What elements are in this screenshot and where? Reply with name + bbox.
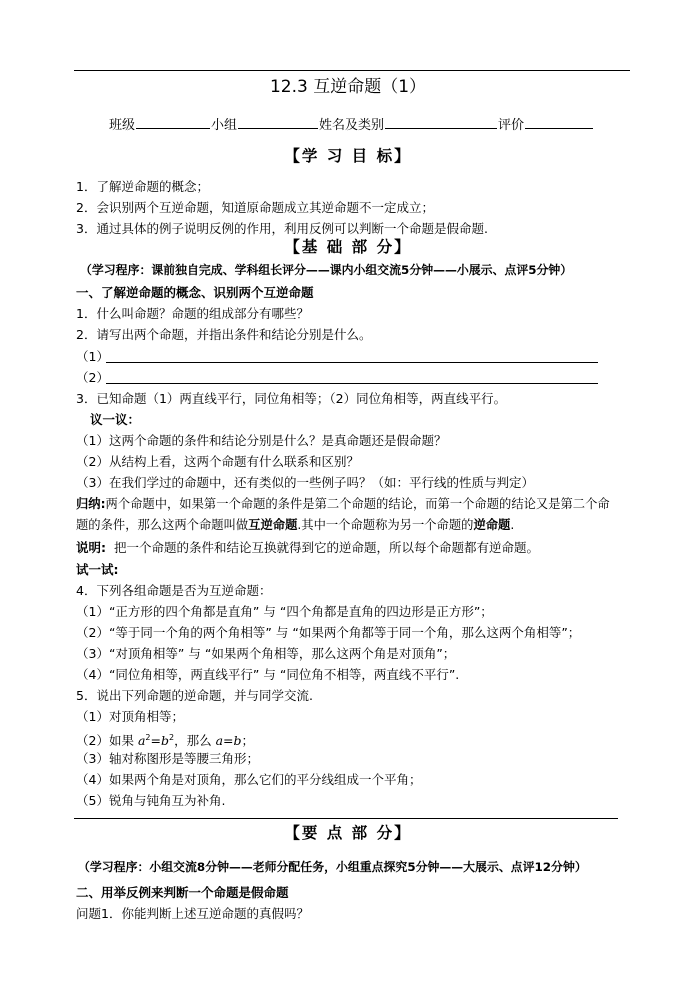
question-5: 5．说出下列命题的逆命题，并与同学交流. (76, 688, 313, 703)
objectives-heading: 【学 习 目 标】 (284, 147, 412, 165)
eval-field[interactable] (525, 115, 593, 129)
q4-item: （1）“正方形的四个角都是直角” 与 “四个角都是直角的四边形是正方形”； (76, 604, 493, 619)
key-heading: 【要 点 部 分】 (284, 824, 412, 842)
q5-item: （1）对顶角相等； (76, 709, 184, 724)
summary-text: 两个命题中，如果第一个命题的条件是第二个命题的结论，而第一个命题的结论又是第二个命 (105, 497, 610, 511)
answer-2-label: （2） (76, 370, 109, 385)
note-text: 把一个命题的条件和结论互换就得到它的逆命题，所以每个命题都有逆命题。 (113, 540, 539, 555)
var-b: b (233, 733, 242, 749)
term-mutual-converse: 互逆命题 (248, 518, 298, 532)
q4-item: （2）“等于同一个角的两个角相等” 与 “如果两个角都等于同一个角，那么这两个角相等”； (76, 625, 581, 640)
summary-text: .其中一个命题称为另一个命题的 (297, 518, 474, 532)
group-label: 小组 (211, 118, 238, 133)
var-b: b (160, 733, 169, 749)
question-1: 1．什么叫命题？命题的组成部分有哪些？ (76, 306, 309, 321)
objective-item: 3．通过具体的例子说明反例的作用，利用反例可以判断一个命题是假命题. (76, 221, 488, 236)
q5-item-2-suffix: ； (241, 733, 255, 749)
discuss-item: （2）从结构上看，这两个命题有什么联系和区别？ (76, 454, 359, 469)
section-2-title: 二、用举反例来判断一个命题是假命题 (76, 885, 289, 900)
q5-item: （5）锐角与钝角互为补角. (76, 793, 226, 808)
basic-heading: 【基 础 部 分】 (284, 238, 412, 256)
objective-item: 2．会识别两个互逆命题，知道原命题成立其逆命题不一定成立； (76, 200, 434, 215)
q4-item: （3）“对顶角相等” 与 “如果两个角相等，那么这两个角是对顶角”； (76, 646, 456, 661)
note-line (76, 539, 539, 557)
class-field[interactable] (136, 115, 210, 129)
var-a: a (215, 733, 224, 749)
q5-item-2-mid: ，那么 (174, 733, 216, 749)
note-label: 说明: (76, 540, 106, 555)
top-rule (74, 70, 630, 71)
name-field[interactable] (385, 115, 497, 129)
page-title: 12.3 互逆命题（1） (269, 77, 427, 97)
name-label: 姓名及类别 (319, 118, 385, 133)
class-label: 班级 (109, 118, 136, 133)
problem-1: 问题1．你能判断上述互逆命题的真假吗？ (76, 906, 309, 921)
summary-line-1 (76, 495, 610, 513)
discuss-item: （3）在我们学过的命题中，还有类似的一些例子吗？（如：平行线的性质与判定） (76, 475, 534, 490)
answer-1-line[interactable] (106, 362, 598, 363)
summary-line-2 (76, 516, 514, 534)
var-a: a (137, 733, 146, 749)
q5-item-2-prefix: （2）如果 (76, 733, 138, 749)
answer-1-label: （1） (76, 349, 109, 364)
discuss-item: （1）这两个命题的条件和结论分别是什么？是真命题还是假命题？ (76, 433, 447, 448)
student-info-row (109, 115, 594, 135)
summary-text: 题的条件，那么这两个命题叫做 (76, 518, 249, 532)
q5-item: （3）轴对称图形是等腰三角形； (76, 751, 259, 766)
eval-label: 评价 (498, 118, 525, 133)
objective-item: 1．了解逆命题的概念； (76, 179, 209, 194)
key-procedure: （学习程序：小组交流8分钟——老师分配任务，小组重点探究5分钟——大展示、点评12分钟） (78, 860, 587, 874)
summary-text: . (510, 518, 515, 532)
q4-item: （4）“同位角相等，两直线平行” 与 “同位角不相等，两直线不平行”. (76, 667, 460, 682)
basic-procedure: （学习程序：课前独自完成、学科组长评分——课内小组交流5分钟——小展示、点评5分钟） (80, 263, 573, 277)
q5-item: （2）如果 $a^2=b^2$，那么 a=b； (76, 733, 255, 749)
q5-item: （4）如果两个角是对顶角，那么它们的平分线组成一个平角； (76, 772, 422, 787)
summary-label: 归纳: (76, 497, 106, 511)
term-converse: 逆命题 (473, 518, 511, 532)
question-2: 2．请写出两个命题，并指出条件和结论分别是什么。 (76, 327, 372, 342)
question-4: 4．下列各组命题是否为互逆命题： (76, 583, 272, 598)
section-1-title: 一、了解逆命题的概念、识别两个互逆命题 (76, 285, 314, 300)
section-divider (74, 818, 618, 819)
discuss-label: 议一议： (90, 412, 141, 427)
answer-2-line[interactable] (106, 383, 598, 384)
try-label: 试一试: (76, 562, 119, 577)
group-field[interactable] (238, 115, 318, 129)
question-3: 3．已知命题（1）两直线平行，同位角相等；（2）同位角相等，两直线平行。 (76, 391, 507, 406)
